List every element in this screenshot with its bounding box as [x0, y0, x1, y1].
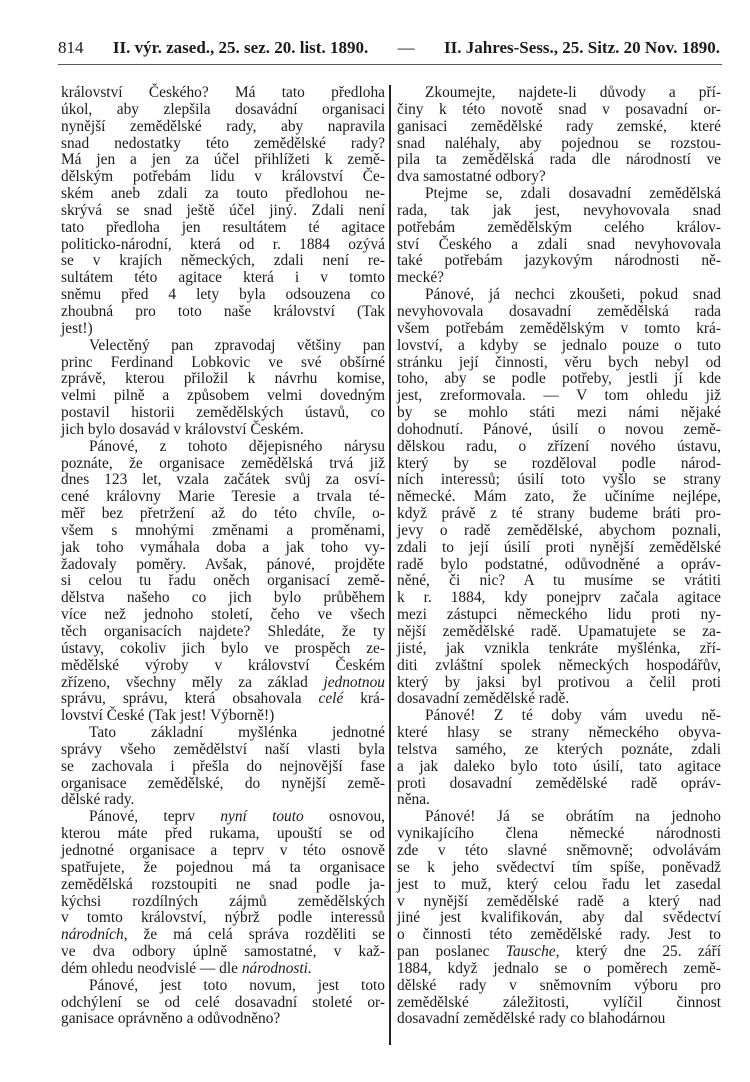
text-line: k r. 1884, kdy ponejprv začala agitace — [397, 589, 721, 607]
text-line: mědělské výroby v království Českém — [61, 656, 385, 674]
text-line: lovství České (Tak jest! Výborně!) — [61, 707, 275, 725]
text-line: Pánové, z tohoto dějepisného nárysu — [89, 437, 385, 455]
text-line: více než jednoho století, čeho ve všech — [61, 606, 385, 624]
text-line: princ Ferdinand Lobkovic ve své obšírné — [61, 353, 385, 371]
text-line: jich bylo dosavád v království Českém. — [61, 420, 304, 438]
text-segment: který dne 25. září — [559, 943, 721, 961]
text-line: Pánové, jest toto novum, jest toto — [89, 976, 385, 994]
italic-text: celé — [318, 690, 344, 708]
text-line: dělské rady v sněmovním výboru pro — [397, 976, 721, 994]
text-line: snad nedostatky této zemědělské rady? — [61, 134, 385, 152]
text-line: Ptejme se, zdali dosavadní zemědělská — [425, 185, 721, 203]
text-line: zemědělská rozstoupiti ne snad podle ja- — [61, 875, 385, 893]
header-rule — [58, 64, 722, 65]
text-line — [61, 961, 385, 978]
text-line: ství Českého a zdali snad nevyhovovala — [397, 235, 721, 253]
text-line: tato předloha jen resultátem té agitace — [61, 218, 385, 236]
text-line: německé. Mám zato, že učiníme nejlépe, — [397, 488, 721, 506]
text-line: jest to muž, který celou řadu let zasedal — [397, 875, 721, 893]
text-line: o činnosti této zemědělské rady. Jest to — [397, 926, 721, 944]
text-line: dosavadní zemědělské rady co blahodárnou — [397, 1010, 666, 1028]
header-dash: — — [397, 38, 415, 57]
text-line: stránku její činnosti, věru bych nebyl od — [397, 353, 721, 371]
text-line: ústavy, cokoliv jich bylo ve prospěch ze- — [61, 639, 385, 657]
text-segment: Pánové, teprv — [89, 808, 221, 826]
text-line: dosavadní zemědělské radě. — [397, 690, 570, 708]
paragraph — [61, 85, 385, 338]
text-line: cené královny Marie Teresie a trvala té- — [61, 488, 385, 506]
text-line: nevyhovovala dosavadní zemědělská rada — [397, 302, 721, 320]
text-line: ve dva odbory úplně samostatné, v kaž- — [61, 943, 385, 961]
text-segment: dém ohledu neodvislé — dle — [61, 959, 242, 977]
text-line: si celou tu řadu oněch organisací země- — [61, 572, 385, 590]
text-line: jest!) — [61, 319, 93, 337]
text-line: potřebám zemědělským celého králov- — [397, 218, 721, 236]
paragraph — [61, 338, 385, 439]
text-line: sultátem této agitace která i v tomto — [61, 269, 385, 287]
text-line: dělskou radu, o zřízení nového ústavu, — [397, 437, 721, 455]
paragraph — [61, 978, 385, 1029]
column-divider — [389, 85, 391, 1045]
text-line: žadovaly poměry. Avšak, pánové, projděte — [61, 555, 385, 573]
text-line: dělským potřebám lidu v království Če- — [61, 168, 385, 186]
text-line: jest, zreformovala. — V tom ohledu již — [397, 387, 721, 405]
italic-text: národních — [61, 926, 124, 944]
text-line: se zachovala i přešla do nejnovější fase — [61, 757, 385, 775]
left-column — [61, 85, 385, 1028]
text-line: se k jeho svědectví tím spíše, poněvadž — [397, 858, 721, 876]
text-line: kýchsi rozdílných zájmů zemědělských — [61, 892, 385, 910]
text-line: politicko-národní, která od r. 1884 ozývá — [61, 235, 385, 253]
text-line: jiné jest kvalifikován, aby dal svědectví — [397, 909, 721, 927]
text-line: poznáte, že organisace zemědělská trvá již — [61, 454, 385, 472]
italic-text: národnosti. — [241, 959, 312, 977]
text-line: Má jen a jen za účel přihlížeti k země- — [61, 151, 385, 169]
text-line: království Českého? Má tato předloha — [61, 84, 385, 101]
text-line — [61, 809, 385, 826]
text-line: Zkoumejte, najdete-li důvody a pří- — [425, 84, 721, 101]
text-line: nynější zemědělské rady, aby napravila — [61, 117, 385, 135]
text-line: úkol, aby zlepšila dosavádní organisaci — [61, 100, 385, 118]
page-number: 814 — [58, 38, 84, 57]
text-line: když právě z té strany budeme bráti pro- — [397, 505, 721, 523]
text-line: které hlasy se strany německého obyva- — [397, 724, 721, 742]
text-line: dva samostatné odbory? — [397, 168, 546, 186]
paragraph — [397, 287, 721, 708]
text-line: mecké? — [397, 269, 444, 287]
text-line: skrývá se snad ještě účel jiný. Zdali není — [61, 201, 385, 219]
text-line: zemědělské záležitosti, vylíčil činnost — [397, 993, 721, 1011]
text-segment: , že má celá správa rozděliti se — [123, 926, 385, 944]
text-line: rada, tak jak jest, nevyhovovala snad — [397, 201, 721, 219]
text-line: Pánové! Z té doby vám uvedu ně- — [425, 707, 721, 725]
text-line: postavil historii zemědělských ústavů, co — [61, 404, 385, 422]
header-german: II. Jahres-Sess., 25. Sitz. 20 Nov. 1890. — [444, 38, 720, 57]
text-line: kterou máte před rukama, upouští se od — [61, 825, 385, 843]
header-czech: II. výr. zased., 25. sez. 20. list. 1890. — [112, 38, 369, 57]
italic-text: Tausche, — [505, 943, 560, 961]
text-line: 1884, když jednalo se o poměrech země- — [397, 959, 721, 977]
text-line: zde v této slavné sněmovně; odvolávám — [397, 841, 721, 859]
text-line: také potřebám jazykovým národnosti ně- — [397, 252, 721, 270]
text-line: radě bylo podstatné, odůvodněné a opráv- — [397, 555, 721, 573]
text-line: správy všeho zemědělství naší vlasti byla — [61, 740, 385, 758]
text-line: mezi zástupci německého lidu proti ny- — [397, 606, 721, 624]
text-line: zdali to její úsilí proti nynější zemědělské — [397, 538, 721, 556]
text-line: zhoubná pro toto naše království (Tak — [61, 302, 385, 320]
text-line: proti dosavadní zemědělské radě opráv- — [397, 774, 721, 792]
text-line: pila ta zemědělská rada dle národností ve — [397, 151, 721, 169]
paragraph — [397, 85, 721, 186]
text-line: a jak daleko bylo toto úsilí, tato agitace — [397, 757, 721, 775]
text-line: jisté, jak vznikla tenkráte myšlénka, zří- — [397, 639, 721, 657]
text-line: který by se rozděloval podle národ- — [397, 454, 721, 472]
text-segment: osnovou, — [303, 808, 385, 826]
text-line: odchýlení se od celé dosavadní stoleté or- — [61, 993, 385, 1011]
text-line: sněmu před 4 lety byla odsouzena co — [61, 286, 385, 304]
text-line: Tato základní myšlénka jednotné — [89, 724, 385, 742]
text-line: spatřujete, že pojednou má ta organisace — [61, 858, 385, 876]
text-line: Pánové! Já se obrátím na jednoho — [425, 808, 721, 826]
text-line: nější zemědělské radě. Upamatujete se za- — [397, 623, 721, 640]
text-line: dělstva našeho co jich bylo průběhem — [61, 589, 385, 607]
italic-text: jednotnou — [323, 673, 385, 691]
text-line: telstva samého, ze kterých poznáte, zdali — [397, 740, 721, 758]
text-line: se v krajích německých, zdali není re- — [61, 252, 385, 270]
text-line: vynikajícího člena německé národnosti — [397, 825, 721, 843]
text-line: jevy o radě zemědělské, abychom poznali, — [397, 521, 721, 539]
text-line — [397, 944, 721, 961]
paragraph — [61, 725, 385, 809]
paragraph — [397, 809, 721, 1028]
text-line: který by jaksi byl protivou a čelil proti — [397, 673, 721, 691]
text-line — [61, 691, 385, 708]
text-segment: pan poslanec — [397, 943, 506, 961]
paragraph — [397, 186, 721, 287]
text-line: Pánové, já nechci zkoušeti, pokud snad — [425, 286, 721, 304]
text-line: dělské rady. — [61, 791, 135, 809]
running-header — [58, 38, 720, 60]
paragraph — [397, 708, 721, 809]
text-line: by se mohlo státi mezi námi nějaké — [397, 404, 721, 422]
text-line: něna. — [397, 791, 430, 809]
text-line: jednotné organisace a teprv v této osnově — [61, 841, 385, 859]
text-line: lovství, a kdyby se jednalo pouze o tuto — [397, 336, 721, 354]
right-column — [397, 85, 721, 1028]
paragraph — [61, 439, 385, 725]
text-line: ních interessů; úsilí toto vyšlo se strany — [397, 471, 721, 489]
text-line: Velectěný pan zpravodaj většiny pan — [89, 336, 385, 354]
paragraph — [61, 809, 385, 977]
text-line: dohodnutí. Pánové, úsilí o novou země- — [397, 420, 721, 438]
text-line: všem potřebám zemědělským v tomto krá- — [397, 319, 721, 337]
text-line: ském aneb zdali za touto předlohou ne- — [61, 185, 385, 203]
italic-text: nyní touto — [220, 808, 304, 826]
text-line: jak toho vymáhala doba a jak toho vy- — [61, 538, 385, 556]
text-segment: zřízeno, všechny měly za základ — [61, 673, 324, 691]
text-line: snad naléhaly, aby pojednou se rozstou- — [397, 134, 721, 152]
text-line: velmi pilně a způsobem velmi dovedným — [61, 387, 385, 405]
text-line: v nynější zemědělské radě a který nad — [397, 892, 721, 910]
text-line — [61, 675, 385, 692]
text-line: ganisace oprávněno a odůvodněno? — [61, 1010, 281, 1028]
text-line: toho, aby se podle potřeby, jestli jí kde — [397, 370, 721, 388]
text-segment: krá- — [343, 690, 385, 708]
text-line: zprávě, kterou přiložil k návrhu komise, — [61, 370, 385, 388]
text-line: diti zvláštní spolek německých hospodářův, — [397, 656, 721, 674]
text-line: činy k této novotě snad v posavadní or- — [397, 100, 721, 118]
text-segment: správu, správu, která obsahovala — [61, 690, 319, 708]
text-line: měř bez přetržení až do této chvíle, o- — [61, 505, 385, 523]
text-line: organisace zemědělské, do nynější země- — [61, 774, 385, 792]
text-line: dnes 123 let, vzala začátek svůj za osví- — [61, 471, 385, 489]
text-line: něné, či nic? A tu musíme se vrátiti — [397, 572, 721, 590]
text-line: všem s mnohými změnami a proměnami, — [61, 521, 385, 539]
text-line: ganisaci zemědělské rady zemské, které — [397, 117, 721, 135]
text-line — [61, 927, 385, 944]
text-line: těch organisacích najdete? Shledáte, že ty — [61, 623, 385, 640]
text-line: v tomto království, nýbrž podle interessů — [61, 909, 385, 927]
